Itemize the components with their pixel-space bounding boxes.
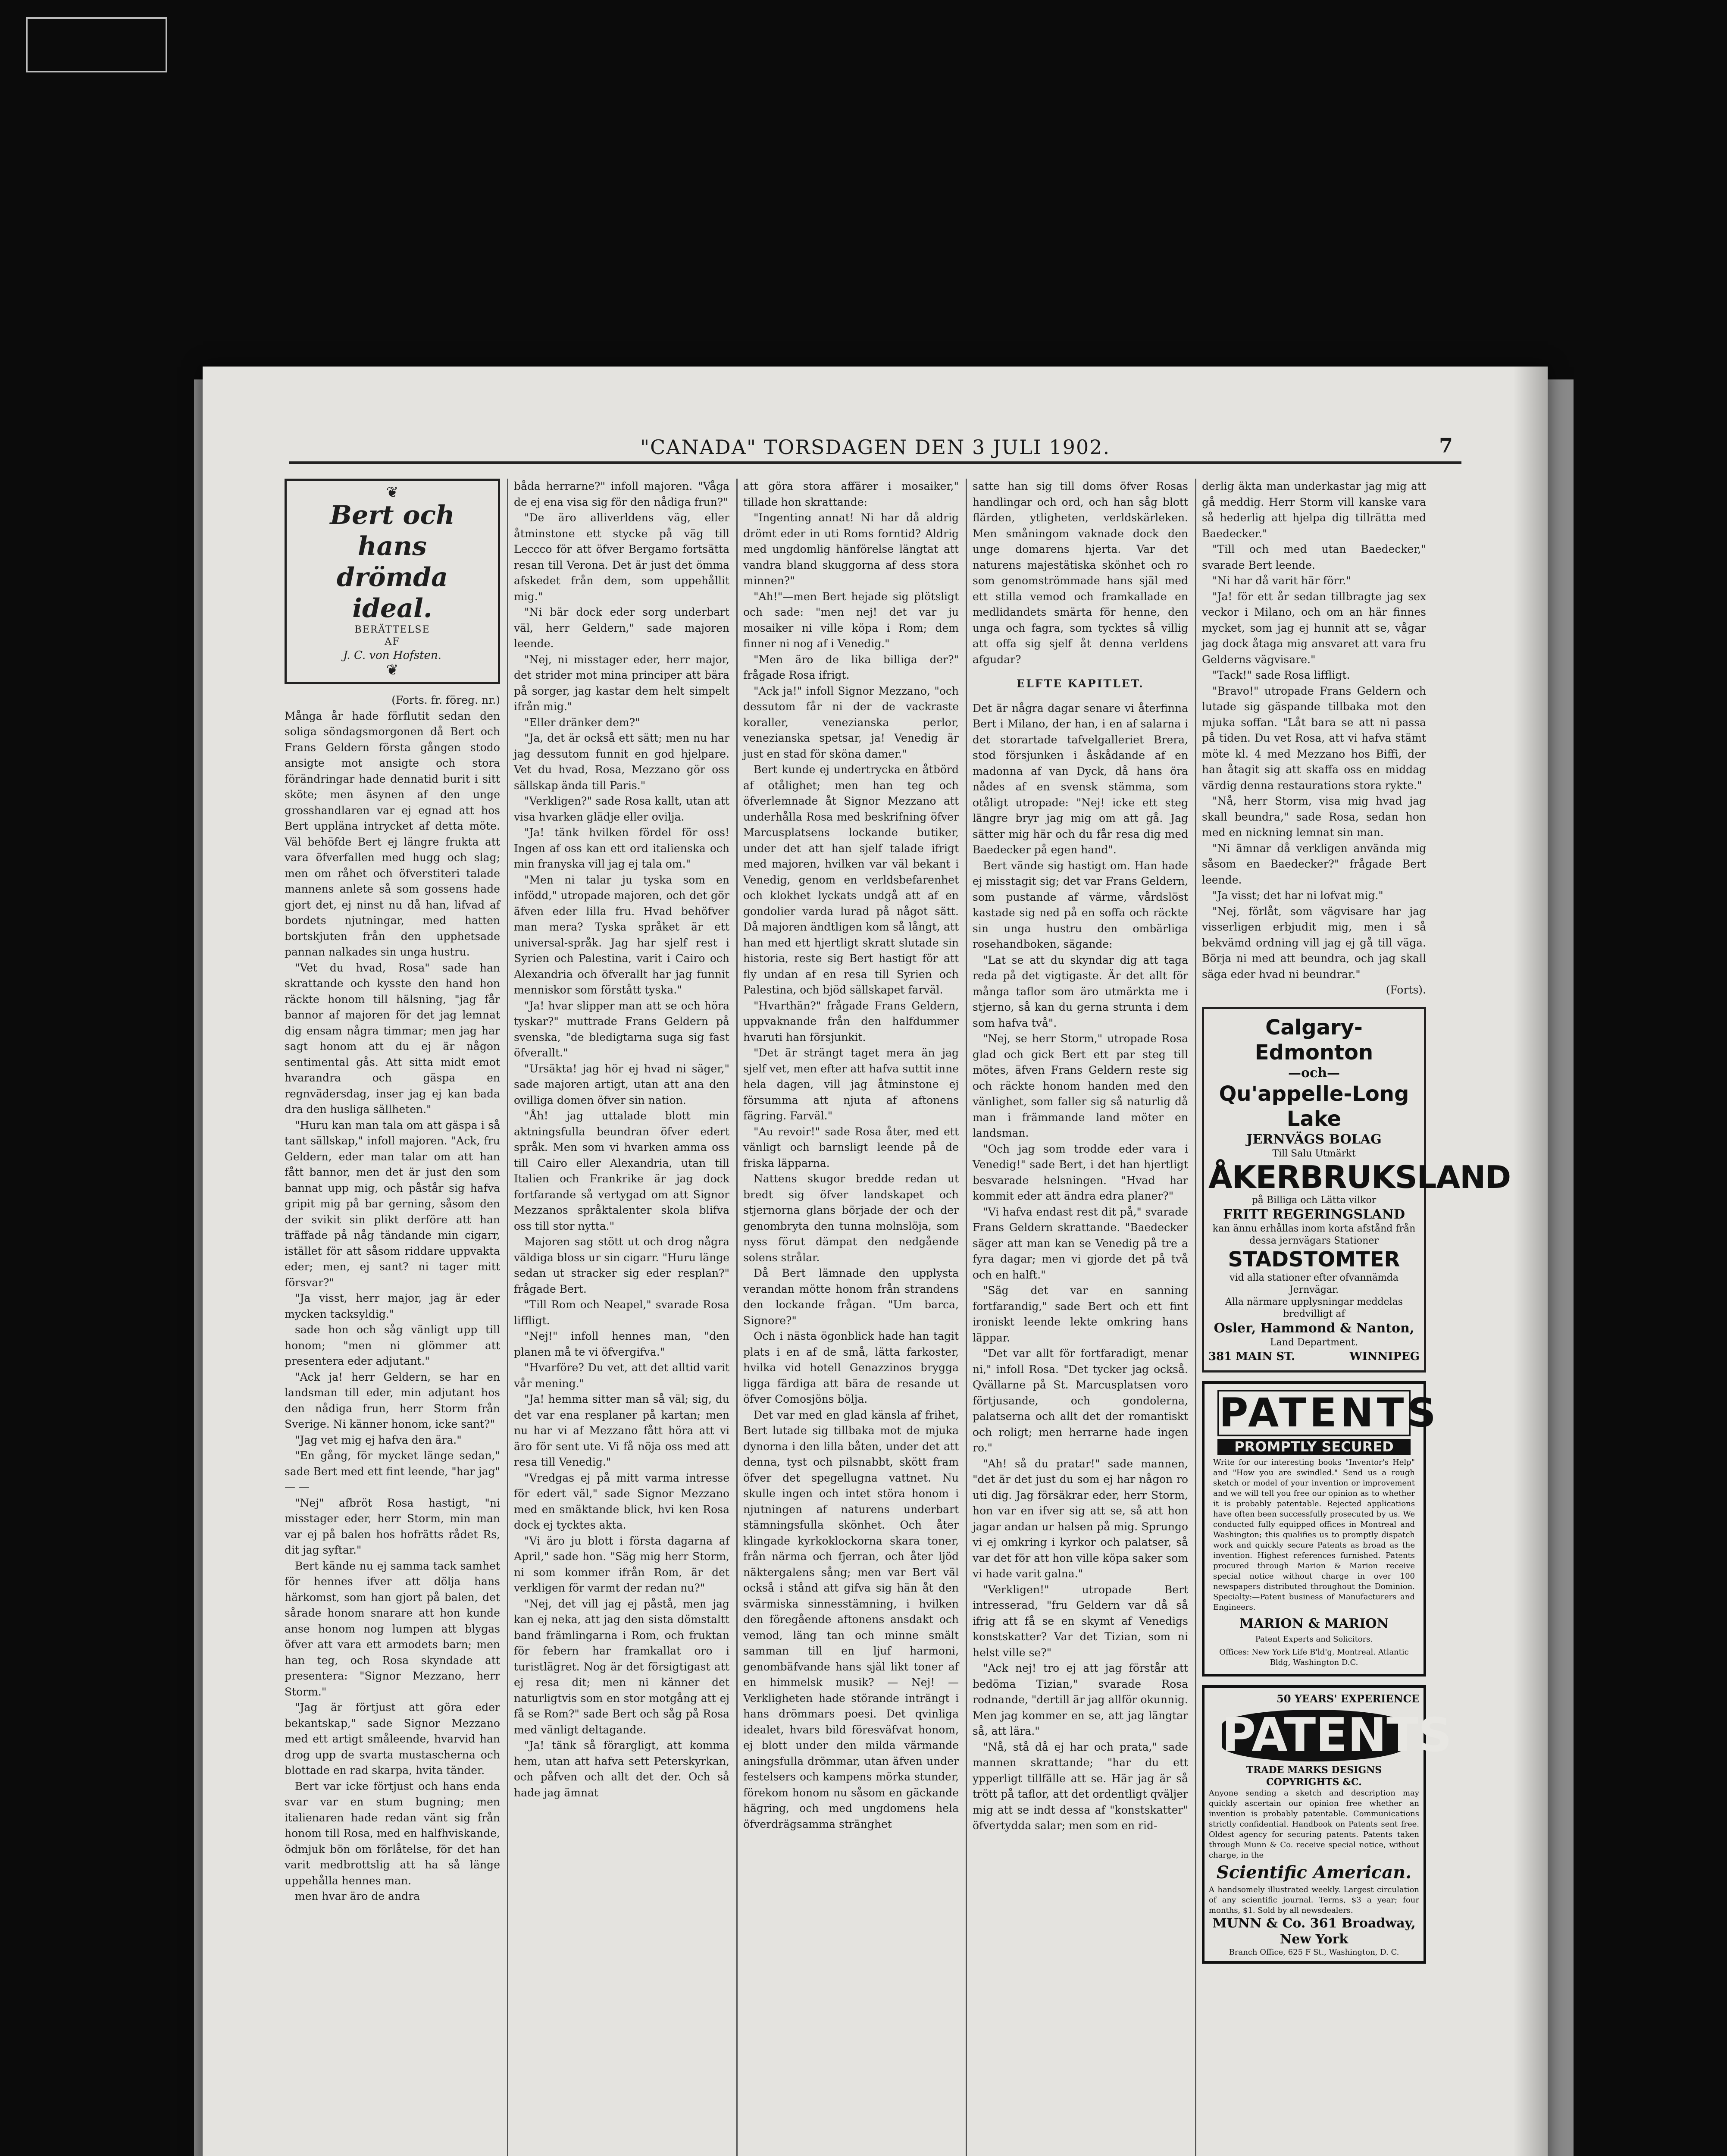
page-number: 7 (1439, 434, 1453, 457)
paragraph: derlig äkta man underkastar jag mig att gå meddig. Herr Storm vill kanske vara så hederlig att hjelpa dig tillrätta med Baedecker." (1202, 480, 1426, 540)
paragraph: "Till Rom och Neapel," svarade Rosa liffligt. (514, 1298, 729, 1327)
column-4 (973, 479, 1188, 2156)
newspaper-page (203, 367, 1548, 2156)
story-title-line1: Bert och hans (330, 500, 455, 561)
patents2-word: PATENTS (1222, 1708, 1452, 1762)
paragraph: båda herrarne?" infoll majoren. "Våga de ej ena visa sig för den nådiga frun?" (514, 480, 729, 508)
paragraph: Bert var icke förtjust och hans enda svar var en stum bugning; men italienaren hade redan vänt sig från honom till Rosa, med en halfhviskande, ödmjuk bön om förlåtelse, för det han varit medbrottslig att ha så länge uppehålla hennes man. (285, 1780, 500, 1887)
paragraph: Många år hade förflutit sedan den soliga söndagsmorgonen då Bert och Frans Geldern första gången stodo ansigte mot ansigte och stora förändringar hade dennatid burit i sitt sköte; men äsynen af den unge grosshandlaren var ej egnad att hos Bert uppläna intrycket af detta möte. Väl behöfde Bert ej längre frukta att vara öfverfallen med hugg och slag; men om råhet och öfverstiteri talade mannens anlete så som gossens hade gjort det, ej ninst nu då han, lifvad af bordets njutningar, med hatten bortskjuten från den upphetsade pannan nalkades sin unga hustru. (285, 709, 500, 958)
paragraph: "Nå, stå då ej har och prata," sade mannen skrattande; "har du ett ypperligt tillfälle att se. Här jag är så trött på taflor, att det ordentligt qväljer mig att se indt dessa af "konstskatter" öfvertydda salar; men som en rid- (973, 1740, 1188, 1832)
patents-ad-1 (1202, 1381, 1439, 1677)
paragraph: "Hvarföre? Du vet, att det alltid varit vår mening." (514, 1361, 729, 1390)
column-rule (736, 479, 738, 2156)
paragraph: Bert vände sig hastigt om. Han hade ej misstagit sig; det var Frans Geldern, som pustande af värme, vårdslöst kastade sig ned på en soffa och räckte sin unga hustru den ombärliga rosehandboken, sägande: (973, 859, 1188, 950)
paragraph: "Ja visst; det har ni lofvat mig." (1212, 889, 1383, 902)
column-rule (966, 479, 967, 2156)
paragraph: Då Bert lämnade den upplysta verandan mötte honom från strandens den lockande frågan. "Um barca, Signore?" (743, 1267, 959, 1327)
paragraph: Och i nästa ögonblick hade han tagit plats i en af de små, lätta farkoster, hvilka vid hotell Genazzinos brygga ligga färdiga att bära de resande ut öfver Comosjöns bölja. (743, 1330, 959, 1405)
paragraph: "Men ni talar ju tyska som en infödd," utropade majoren, och det gör äfven eder lilla fru. Hvad behöfver man mera? Tyska språket är ett universal-språk. Jag har sjelf rest i Syrien och Palestina, varit i Cairo och Alexandria och öfverallt har jag funnit menniskor som förstått tyska." (514, 873, 729, 996)
patents2-years: 50 YEARS' EXPERIENCE (1276, 1692, 1419, 1705)
paragraph: "Ni bär dock eder sorg underbart väl, herr Geldern," sade majoren leende. (514, 606, 729, 650)
paragraph: Det var med en glad känsla af frihet, Bert lutade sig tillbaka mot de mjuka dynorna i den lilla båten, under det att denna, tyst och pilsnabbt, skött fram öfver det spegellugna vattnet. Nu skulle ingen och intet störa honom i njutningen af naturens underbart stämningsfulla skönhet. Och åter klingade kyrkoklockorna skara toner, från närma och fjerran, och åter ljöd näktergalens sång; men var Bert väl också i stånd att gifva sig hän åt den svärmiska sinnesstämning, i hvilken den föregående aftonens ansdakt och vemod, läng tan och minne smält samman till en ljuf harmoni, genombäfvande hans själ likt toner af en himmelsk musik? — Nej! — Verkligheten hade störande inträngt i hans drömmars poesi. Det qvinliga idealet, hvars bild föresväfvat honom, ej blott under den milda värmande aningsfulla drömmar, utan äfven under festelsers och kampens mörka stunder, förekom honom nu såsom en gäckande hägring, och med ungdomens hela öfverdrägsamma stränghet (743, 1408, 959, 1830)
patents-strip: PROMPTLY SECURED (1217, 1439, 1411, 1455)
paragraph: "Verkligen!" utropade Bert intresserad, "fru Geldern var då så ifrig att få se en skymt af Venedigs konstskatter? Var det Tizian, som ni helst ville se?" (973, 1583, 1188, 1659)
patents2-firm: MUNN & Co. 361 Broadway, New York (1212, 1916, 1416, 1947)
forts-note: (Forts). (1386, 984, 1426, 996)
ornament-icon: ❦ (386, 661, 399, 679)
paragraph: men hvar äro de andra (295, 1890, 420, 1902)
patents2-branch: Branch Office, 625 F St., Washington, D. C. (1229, 1948, 1399, 1957)
paragraph: "Ack ja!" infoll Signor Mezzano, "och dessutom får ni der de vackraste koraller, venezianska perlor, venezianska spetsar, ja! Venedig är just en stad för sköna damer." (743, 684, 959, 760)
paragraph: "Vi hafva endast rest dit på," svarade Frans Geldern skrattande. "Baedecker säger att man kan se Venedig på tre a fyra dagar; men vi gjorde det på två och en halft." (973, 1205, 1188, 1281)
paragraph: "Det var allt för fortfaradigt, menar ni," infoll Rosa. "Det tycker jag också. Qvällarne på St. Marcusplatsen voro förtjusande, och gondolerna, palatserna och allt det der romantiskt och roligt; men herrarne hade ingen ro." (973, 1347, 1188, 1454)
patents2-sci-am: Scientific American. (1216, 1862, 1412, 1883)
paragraph: "Lat se att du skyndar dig att taga reda på det vigtigaste. Är det allt för många taflor som äro utmärkta me i stjerno, så kan du gerna strunta i dem som hafva två". (973, 953, 1188, 1029)
paragraph: "Ack nej! tro ej att jag förstår att bedöma Tizian," svarade Rosa rodnande, "dertill är jag allför okunnig. Men jag kommer en se, att jag längtar så, att lära." (973, 1662, 1188, 1737)
patents-firm: MARION & MARION (1239, 1616, 1389, 1631)
patents2-body: Anyone sending a sketch and description may quickly ascertain our opinion free whether an invention is probably patentable. Communications strictly confidential. Handbook on Patents sent free. Oldest agency for securing patents. Patents taken through Munn & Co. receive special notice, without charge, in the (1209, 1788, 1419, 1860)
continued-note: (Forts. fr. föreg. nr.) (391, 694, 500, 706)
paragraph: "Ni har då varit här förr." (1212, 574, 1351, 587)
paragraph: "Vet du hvad, Rosa" sade han skrattande och kysste den hand hon räckte honom till hälsning, "jag får bannor af majoren för det jag lemnat dig ensam några timmar; men jag har sagt honom att du ej är någon sentimental gås. Att sitta midt emot hvarandra och gäspa en regnvädersdag, inser jag ej kan bada dra den husliga sällheten." (285, 961, 500, 1116)
ad-railway-company: JERNVÄGS BOLAG (1246, 1131, 1382, 1147)
ad-land: ÅKERBRUKSLAND (1208, 1159, 1511, 1195)
ad-city: WINNIPEG (1349, 1350, 1420, 1363)
paragraph: "Huru kan man tala om att gäspa i så tant sällskap," infoll majoren. "Ack, fru Geldern, eder man talar om att han fått bannor, men det är just den som bannat upp mig, och påstår sig hafva gripit mig på bar gerning, såsom den der svikit sin plikt derföre att han träffade på någ tändande min cigarr, istället för att såsom riddare uppvakta eder; men, ej sant? ni tager mitt försvar?" (285, 1119, 500, 1289)
story-author: J. C. von Hofsten. (343, 649, 441, 662)
story-title-box (285, 479, 500, 684)
paragraph: "Jag är förtjust att göra eder bekantskap," sade Signor Mezzano med ett artigt småleende, hvarvid han drog upp de svarta mustascherna och blottade en rad skarpa, hvita tänder. (285, 1701, 500, 1777)
paragraph: "Men äro de lika billiga der?" frågade Rosa ifrigt. (743, 653, 959, 681)
paragraph: "Bravo!" utropade Frans Geldern och lutade sig gäspande tillbaka mot den mjuka soffan. "Låt bara se att ni passa på tiden. Du vet Rosa, att vi hafva stämt möte kl. 4 med Mezzano hos Biffi, der han åtagit sig att skaffa oss en middag värdig denna restaurations stora rykte." (1202, 684, 1426, 792)
paragraphs (973, 701, 1188, 1834)
paragraph: "Säg det var en sanning fortfarandig," sade Bert och ett fint ironiskt leende lekte omkring hans läppar. (973, 1284, 1188, 1344)
paragraph: Majoren sag stött ut och drog några väldiga bloss ur sin cigarr. "Huru länge sedan ut stracker sig eder resplan?" frågade Bert. (514, 1235, 729, 1295)
patents-offices: Offices: New York Life B'ld'g, Montreal. Atlantic Bldg, Washington D.C. (1219, 1648, 1409, 1667)
paragraph: "Ja visst, herr major, jag är eder mycken tacksyldig." (285, 1292, 500, 1320)
paragraph: Nattens skugor bredde redan ut bredt sig öfver landskapet och stjernorna glans började der och der genombryta den tunna molnslöja, som nyss förut dämpat den nedgående solens strålar. (743, 1172, 959, 1264)
paragraph: "Nå, herr Storm, visa mig hvad jag skall beundra," sade Rosa, sedan hon med en nickning lemnat sin man. (1202, 795, 1426, 839)
paragraph: "Ingenting annat! Ni har då aldrig drömt eder in uti Roms forntid? Aldrig med ungdomlig hänförelse längtat att vandra bland skuggorna af dess stora minnen?" (743, 511, 959, 587)
column-1 (285, 479, 500, 2156)
page-header (289, 431, 1461, 464)
paragraph: "Tack!" sade Rosa liffligt. (1212, 669, 1350, 681)
paragraph: "Ursäkta! jag hör ej hvad ni säger," sade majoren artigt, utan att ana den ovilliga domen öfver sin nation. (514, 1062, 729, 1106)
paragraph: "Åh! jag uttalade blott min aktningsfulla beundran öfver edert språk. Men som vi hvarken amma oss till Cairo eller Alexandria, utan till Italien och Frankrike är jag dock fortfarande så vertygad om att Signor Mezzanos språktalenter skola blifva oss till stor nytta." (514, 1109, 729, 1232)
ad-address: 381 MAIN ST. (1208, 1350, 1295, 1363)
ad-till-salu: Till Salu Utmärkt (1272, 1148, 1356, 1159)
ad-info: Alla närmare upplysningar meddelas bredvilligt af (1225, 1296, 1403, 1319)
paragraph: Bert kunde ej undertrycka en åtbörd af otålighet; men han teg och öfverlemnade åt Signor Mezzano att underhålla Rosa med beskrifning öfver Marcusplatsens lockande butiker, under det att han sjelf talade ifrigt med majoren, hvilken var väl bekant i Venedig, genom en verldsbefarenhet och klokhet lyckats undgå att af en gondolier varda lurad på något sätt. Då majoren ändtligen kom så långt, att han med ett hjertligt skratt slutade sin historia, reste sig Bert hastigt för att fly undan af en resa till Syrien och Palestina, och bjöd sällskapet farväl. (743, 763, 959, 996)
story-af: AF (385, 636, 400, 647)
paragraph: att göra stora affärer i mosaiker," tillade hon skrattande: (743, 480, 959, 508)
column-rule (1195, 479, 1196, 2156)
paragraph: "Ah! så du pratar!" sade mannen, "det är det just du som ej har någon ro uti dig. Jag försäkrar eder, herr Storm, hon var en ifver sig att se, så att hon jagar andan ur halsen på mig. Sprungo vi ej omkring i kyrkor och palatser, så var det för att hon ville köpa saker som vi hade varit galna." (973, 1457, 1188, 1580)
patents-ad-2 (1202, 1685, 1452, 1964)
ad-stad: STADSTOMTER (1228, 1247, 1400, 1272)
ad-terms: på Billiga och Lätta vilkor (1251, 1194, 1377, 1206)
column-2 (514, 479, 729, 2156)
ad-kan: kan ännu erhållas inom korta afstånd från dessa jernvägars Stationer (1212, 1223, 1416, 1246)
paragraph: "Ja! hvar slipper man att se och höra tyskar?" muttrade Frans Geldern på svenska, "de bledigtarna suga sig fast öfverallt." (514, 999, 729, 1059)
paragraph: "Nej, ni misstager eder, herr major, det strider mot mina principer att bära på sorger, jag kastar dem helt simpelt ifrån mig." (514, 653, 729, 713)
paragraph: "En gång, för mycket länge sedan," sade Bert med ett fint leende, "har jag" — — (285, 1449, 500, 1493)
paragraph: Bert kände nu ej samma tack samhet för hennes ifver att dölja hans härkomst, som han gjort på balen, det sårade honom snarare att hon kunde anse honom nog lumpen att blygas öfver att vara ett armodets barn; men han teg, och Rosa skyndade att presentera: "Signor Mezzano, herr Storm." (285, 1559, 500, 1698)
paragraph: "Ah!"—men Bert hejade sig plötsligt och sade: "men nej! det var ju mosaiker ni ville köpa i Rom; dem finner ni nog af i Venedig." (743, 590, 959, 650)
paragraph: "Nej, se herr Storm," utropade Rosa glad och gick Bert ett par steg till mötes, äfven Frans Geldern reste sig och räckte honom handen med den vänlighet, som faller sig så naturlig då man i främmande land möter en landsman. (973, 1032, 1188, 1139)
paragraph: "Nej!" infoll hennes man, "den planen må te vi öfvergifva." (514, 1330, 729, 1358)
story-title-line2: drömda ideal. (337, 562, 448, 624)
paragraphs (514, 479, 729, 1801)
paragraph: "Hvarthän?" frågade Frans Geldern, uppvaknande från den halfdummer hvaruti han försjunkit. (743, 999, 959, 1044)
railway-land-ad (1202, 1007, 1511, 1373)
column-4-lead: satte han sig till doms öfver Rosas handlingar och ord, och han såg blott flärden, ytligheten, verldskärleken. Men småningom vaknade dock den unge domarens hjerta. Var det naturens majestätiska skönhet och ro som genomströmmade hans själ med ett stilla vemod och framkallade en medlidandets smärta för henne, den unga och fagra, som tycktes så villig att offa sig sjelf åt denna verldens afgudar? (973, 480, 1188, 666)
film-label (26, 17, 167, 72)
paragraph: "Jag vet mig ej hafva den ära." (295, 1433, 462, 1446)
paragraph: "Ni ämnar då verkligen använda mig såsom en Baedecker?" frågade Bert leende. (1202, 842, 1426, 886)
story-subtitle: BERÄTTELSE (354, 624, 430, 635)
patents-firm-sub: Patent Experts and Solicitors. (1255, 1635, 1373, 1644)
paragraphs (1202, 479, 1426, 982)
paragraph: "Nej, förlåt, som vägvisare har jag visserligen erbjudit mig, men i så bekvämd ordning vill jag ej gå till väga. Börja ni med att beundra, och jag skall säga eder hvad ni beundrar." (1202, 905, 1426, 981)
paragraph: "Ja! tänk så förargligt, att komma hem, utan att hafva sett Peterskyrkan, och påfven och allt det der. Och så hade jag ämnat (514, 1739, 729, 1799)
paragraph: "Ja! för ett år sedan tillbragte jag sex veckor i Milano, och om an här finnes mycket, som jag ej hunnit att se, vågar jag dock åtaga mig ansvaret att vara fru Gelderns vägvisare." (1202, 590, 1426, 666)
column-3 (743, 479, 959, 2156)
patents2-body2: A handsomely illustrated weekly. Largest circulation of any scientific journal. Terms, $3 a year; four months, $1. Sold by all newsdealers. (1209, 1885, 1419, 1915)
paragraph: "Eller dränker dem?" (524, 716, 640, 729)
paragraph: "Och jag som trodde eder vara i Venedig!" sade Bert, i det han hjertligt besvarade helsningen. "Hvad har kommit eder att ändra edra planer?" (973, 1142, 1188, 1202)
patents-body: Write for our interesting books "Inventor's Help" and "How you are swindled." Send us a rough sketch or model of your invention or improvement and we will tell you free our opinion as to whether it is probably patentable. Rejected applications have often been successfully prosecuted by us. We conducted fully equipped offices in Montreal and Washington; this qualifies us to promptly dispatch work and quickly secure Patents as broad as the invention. Highest references furnished. Patents procured through Marion & Marion receive special notice without charge in over 100 newspapers distributed throughout the Dominion. Specialty:—Patent business of Manufacturers and Engineers. (1213, 1457, 1415, 1612)
paragraph: "Vi äro ju blott i första dagarna af April," sade hon. "Säg mig herr Storm, ni som kommer ifrån Rom, är det verkligen för varmt der redan nu?" (514, 1534, 729, 1594)
ad-railway-line2: Qu'appelle-Long Lake (1219, 1081, 1409, 1131)
paragraph: "De äro alliverldens väg, eller åtminstone ett stycke på väg till Leccco för att öfver Bergamo fortsätta resan till Verona. Det är just det ömma afskedet från dem, som uppehållit mig." (514, 511, 729, 603)
paragraph: "Au revoir!" sade Rosa åter, med ett vänligt och barnsligt leende på de friska läpparna. (743, 1125, 959, 1169)
ad-stad-sub: vid alla stationer efter ofvannämda Jernvägar. (1230, 1272, 1398, 1295)
paragraph: "Nej" afbröt Rosa hastigt, "ni misstager eder, herr Storm, min man var ej på balen hos hofrätts rådet Rs, dit jag syftar." (285, 1496, 500, 1556)
patents2-trademarks: TRADE MARKS DESIGNS COPYRIGHTS &C. (1246, 1764, 1382, 1788)
paragraphs (743, 479, 959, 1832)
paragraph: "Vredgas ej på mitt varma intresse för edert väl," sade Signor Mezzano med en smäktande blick, hvi ken Rosa dock ej tycktes akta. (514, 1471, 729, 1531)
paragraph: "Det är strängt taget mera än jag sjelf vet, men efter att hafva suttit inne hela dagen, vill jag åtminstone ej försumma att njuta af aftonens fägring. Farväl." (743, 1047, 959, 1122)
ad-fritt: FRITT REGERINGSLAND (1223, 1206, 1405, 1222)
paragraph: "Ja! hemma sitter man så väl; sig, du det var ena resplaner på kartan; men nu har vi af Mezzano fått höra att vi äro för sent ute. Vi få nöja oss med att resa till Venedig." (514, 1393, 729, 1468)
ad-firm: Osler, Hammond & Nanton, (1214, 1320, 1414, 1336)
ad-railway-line1: Calgary-Edmonton (1255, 1015, 1373, 1065)
ad-railway-och: —och— (1288, 1065, 1340, 1081)
ad-address-row (1208, 1349, 1420, 1365)
paragraph: sade hon och såg vänligt upp till honom; "men ni glömmer att presentera eder adjutant." (285, 1323, 500, 1367)
paragraph: "Verkligen?" sade Rosa kallt, utan att visa hvarken glädje eller ovilja. (514, 795, 729, 823)
ad-dept: Land Department. (1270, 1337, 1358, 1348)
paragraph: "Till och med utan Baedecker," svarade Bert leende. (1202, 543, 1426, 571)
paragraph: Det är några dagar senare vi återfinna Bert i Milano, der han, i en af salarna i det storartade tafvelgalleriet Brera, stod försjunken i åskådande af en madonna af van Dyck, då hans öra nådes af en svensk stämma, som otåligt utropade: "Nej! icke ett steg längre bryr jag mig om att gå. Jag sätter mig här och du får resa dig med Baedecker på egen hand". (973, 702, 1188, 856)
paragraph: "Ack ja! herr Geldern, se har en landsman till eder, min adjutant hos den nådiga frun, herr Storm från Sverige. Ni känner honom, icke sant?" (285, 1370, 500, 1430)
column-rule (507, 479, 508, 2156)
paragraph: "Ja, det är också ett sätt; men nu har jag dessutom funnit en god hjelpare. Vet du hvad, Rosa, Mezzano gör oss sällskap ända till Paris." (514, 732, 729, 792)
patents-word: PATENTS (1217, 1390, 1411, 1436)
header-title: "CANADA" TORSDAGEN DEN 3 JULI 1902. (640, 436, 1111, 459)
paragraph: "Ja! tänk hvilken fördel för oss! Ingen af oss kan ett ord italienska och min franyska vill jag ej tala om." (514, 826, 729, 870)
column-5 (1202, 479, 1511, 2156)
chapter-heading: ELFTE KAPITLET. (1017, 677, 1144, 690)
ornament-icon: ❦ (386, 484, 399, 501)
paragraph: "Nej, det vill jag ej påstå, men jag kan ej neka, att jag den sista dömstaltt band främlingarna i Rom, och fruktan för febern har framkallat oro i turistlägret. Nog är det försigtigast att ej resa dit; men ni känner det naturligtvis som en stor motgång att ej få se Rom?" sade Bert och såg på Rosa med vänligt deltagande. (514, 1597, 729, 1736)
paragraphs (285, 708, 500, 1905)
